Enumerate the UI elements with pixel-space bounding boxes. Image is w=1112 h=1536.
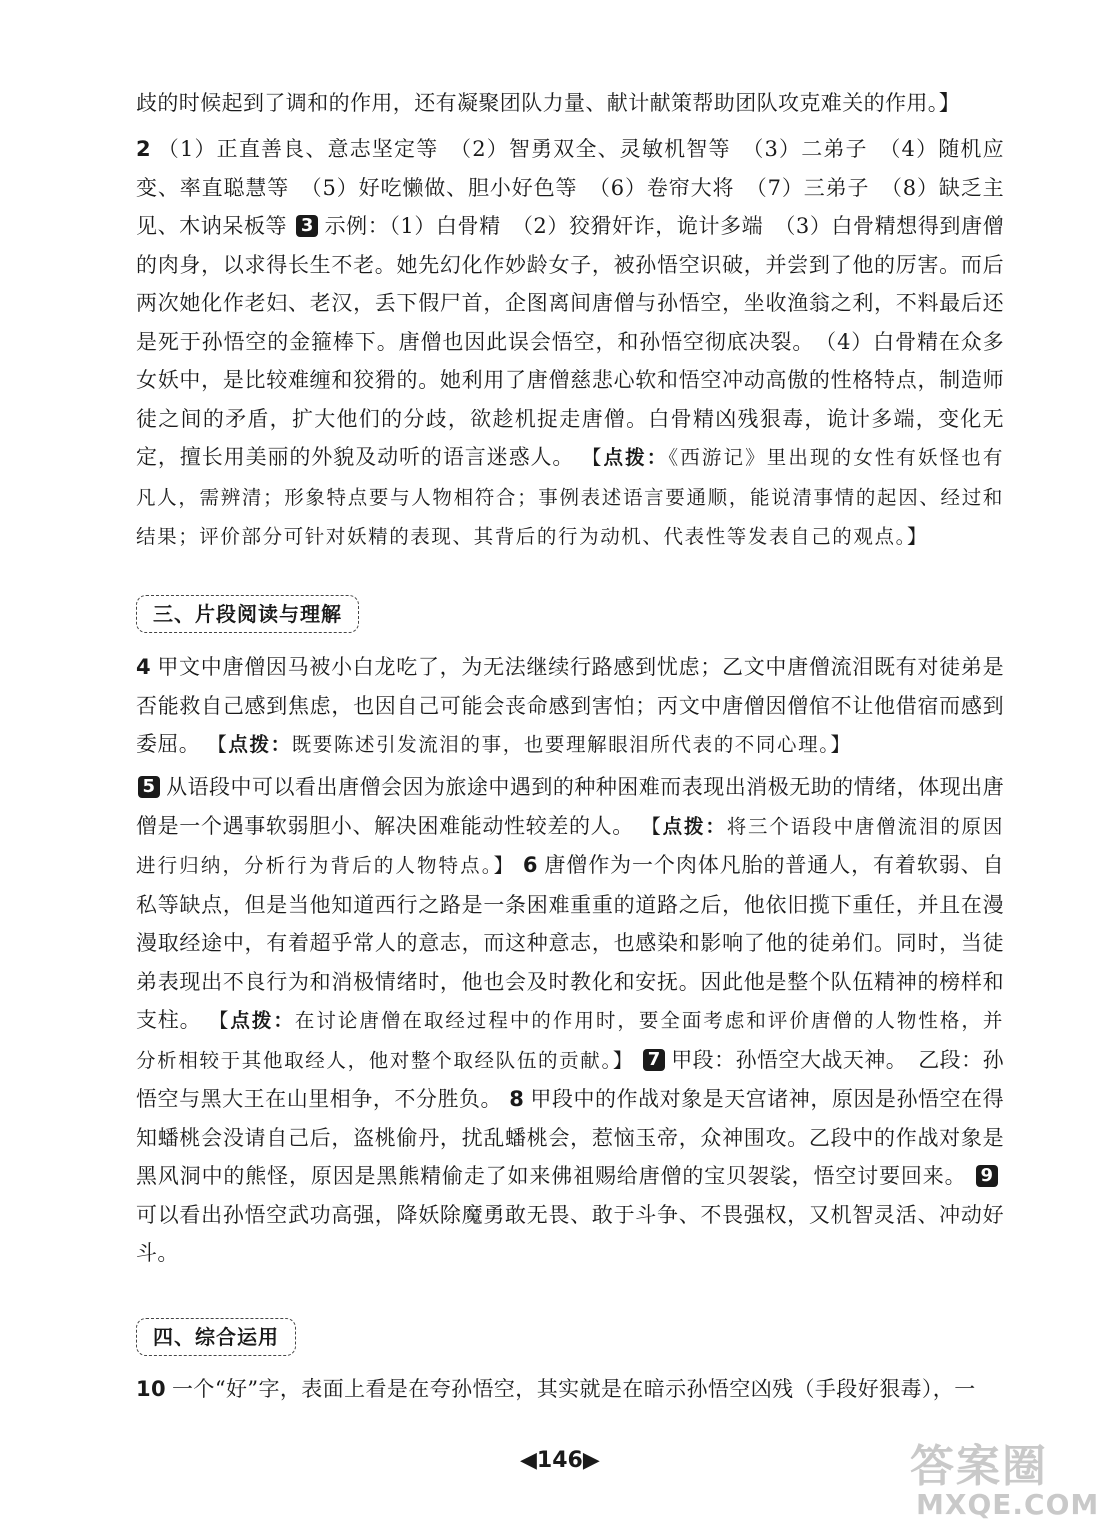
watermark-url: MXQE.COM — [916, 1488, 1100, 1521]
answer-block-5-9 — [136, 768, 1004, 1273]
tip-text: 既要陈述引发流泪的事，也要理解眼泪所代表的不同心理。】 — [291, 733, 852, 756]
question-number-3: 3 — [296, 215, 318, 237]
answer-text-2: （1）正直善良、意志坚定等 （2）智勇双全、灵敏机智等 （3）二弟子 （4）随机应变、率直聪慧等 （5）好吃懒做、胆小好色等 （6）卷帘大将 （7）三弟子 （8）缺乏主见、木讷呆板等 — [136, 137, 1004, 238]
answer-text-3: 示例：（1）白骨精 （2）狡猾奸诈，诡计多端 （3）白骨精想得到唐僧的肉身，以求得长生不老。她先幻化作妙龄女子，被孙悟空识破，并尝到了他的厉害。而后两次她化作老妇、老汉，丢下假尸首，企图离间唐僧与孙悟空，坐收渔翁之利，不料最后还是死于孙悟空的金箍棒下。唐僧也因此误会悟空，和孙悟空彻底决裂。 （4）白骨精在众多女妖中，是比较难缠和狡猾的。她利用了唐僧慈悲心软和悟空冲动高傲的性格特点，制造师徒之间的矛盾，扩大他们的分歧，欲趁机捉走唐僧。白骨精凶残狠毒，诡计多端，变化无定，擅长用美丽的外貌及动听的语言迷惑人。 — [136, 214, 1004, 469]
tip-label: 点拨： — [230, 1009, 295, 1032]
tip-label: 点拨： — [662, 814, 727, 838]
paragraph-continued — [136, 84, 1004, 123]
tip-label: 点拨： — [228, 733, 292, 756]
tip-bracket: 【 — [207, 733, 229, 756]
section-heading-4: 四、综合运用 — [136, 1318, 296, 1356]
tip-bracket: 【 — [208, 1009, 231, 1032]
answer-block-4 — [136, 648, 1004, 765]
answer-text-10: 一个“好”字，表面上看是在夸孙悟空，其实就是在暗示孙悟空凶残（手段好狠毒），一 — [172, 1377, 976, 1401]
paragraph-text: 歧的时候起到了调和的作用，还有凝聚团队力量、献计献策帮助团队攻克难关的作用。】 — [136, 91, 961, 115]
question-number-6: 6 — [522, 853, 538, 877]
answer-text-7: 甲段：孙悟空大战天神。 乙段：孙悟空与黑大王在山里相争，不分胜负。 — [136, 1047, 1004, 1111]
question-number-9: 9 — [976, 1165, 998, 1187]
answer-text-9: 可以看出孙悟空武功高强，降妖除魔勇敢无畏、敢于斗争、不畏强权，又机智灵活、冲动好斗。 — [136, 1202, 1004, 1265]
question-number-7: 7 — [643, 1049, 665, 1071]
watermark-text: 答案圈 — [910, 1441, 1048, 1492]
question-number-2: 2 — [136, 137, 152, 161]
page-number: ◀146▶ — [520, 1448, 600, 1473]
answer-block-10 — [136, 1370, 1004, 1409]
section-heading-3: 三、片段阅读与理解 — [136, 595, 359, 633]
question-number-5: 5 — [138, 776, 160, 798]
answer-block-2-3 — [136, 130, 1004, 557]
question-number-4: 4 — [136, 655, 152, 679]
question-number-8: 8 — [509, 1087, 525, 1111]
tip-text: 《西游记》里出现的女性有妖怪也有凡人，需辨清；形象特点要与人物相符合；事例表述语言要通顺，能说清事情的起因、经过和结果；评价部分可针对妖精的表现、其背后的行为动机、代表性等发表自己的观点。】 — [136, 446, 1004, 548]
tip-label: 点拨： — [603, 446, 669, 469]
watermark-logo — [910, 1430, 1106, 1526]
answer-text-6: 唐僧作为一个肉体凡胎的普通人，有着软弱、自私等缺点，但是当他知道西行之路是一条困难重重的道路之后，他依旧揽下重任，并且在漫漫取经途中，有着超乎常人的意志，而这种意志，也感染和影响了他的徒弟们。同时，当徒弟表现出不良行为和消极情绪时，他也会及时教化和安抚。因此他是整个队伍精神的榜样和支柱。 — [136, 853, 1004, 1032]
tip-bracket: 【 — [581, 446, 604, 469]
answer-text-8: 甲段中的作战对象是天宫诸神，原因是孙悟空在得知蟠桃会没请自己后，盗桃偷丹，扰乱蟠桃会，惹恼玉帝，众神围攻。乙段中的作战对象是黑风洞中的熊怪，原因是黑熊精偷走了如来佛祖赐给唐僧的宝贝袈裟，悟空讨要回来。 — [136, 1087, 1004, 1188]
tip-text: 将三个语段中唐僧流泪的原因进行归纳，分析行为背后的人物特点。】 — [136, 814, 1004, 877]
question-number-10: 10 — [136, 1377, 167, 1401]
answer-text-4: 甲文中唐僧因马被小白龙吃了，为无法继续行路感到忧虑；乙文中唐僧流泪既有对徒弟是否能救自己感到焦虑，也因自己可能会丧命感到害怕；丙文中唐僧因僧倌不让他借宿而感到委屈。 — [136, 655, 1004, 756]
answer-text-5: 从语段中可以看出唐僧会因为旅途中遇到的种种困难而表现出消极无助的情绪，体现出唐僧是一个遇事软弱胆小、解决困难能动性较差的人。 — [136, 775, 1004, 838]
tip-text: 在讨论唐僧在取经过程中的作用时，要全面考虑和评价唐僧的人物性格，并分析相较于其他取经人，他对整个取经队伍的贡献。】 — [136, 1009, 1004, 1072]
tip-bracket: 【 — [641, 814, 663, 838]
